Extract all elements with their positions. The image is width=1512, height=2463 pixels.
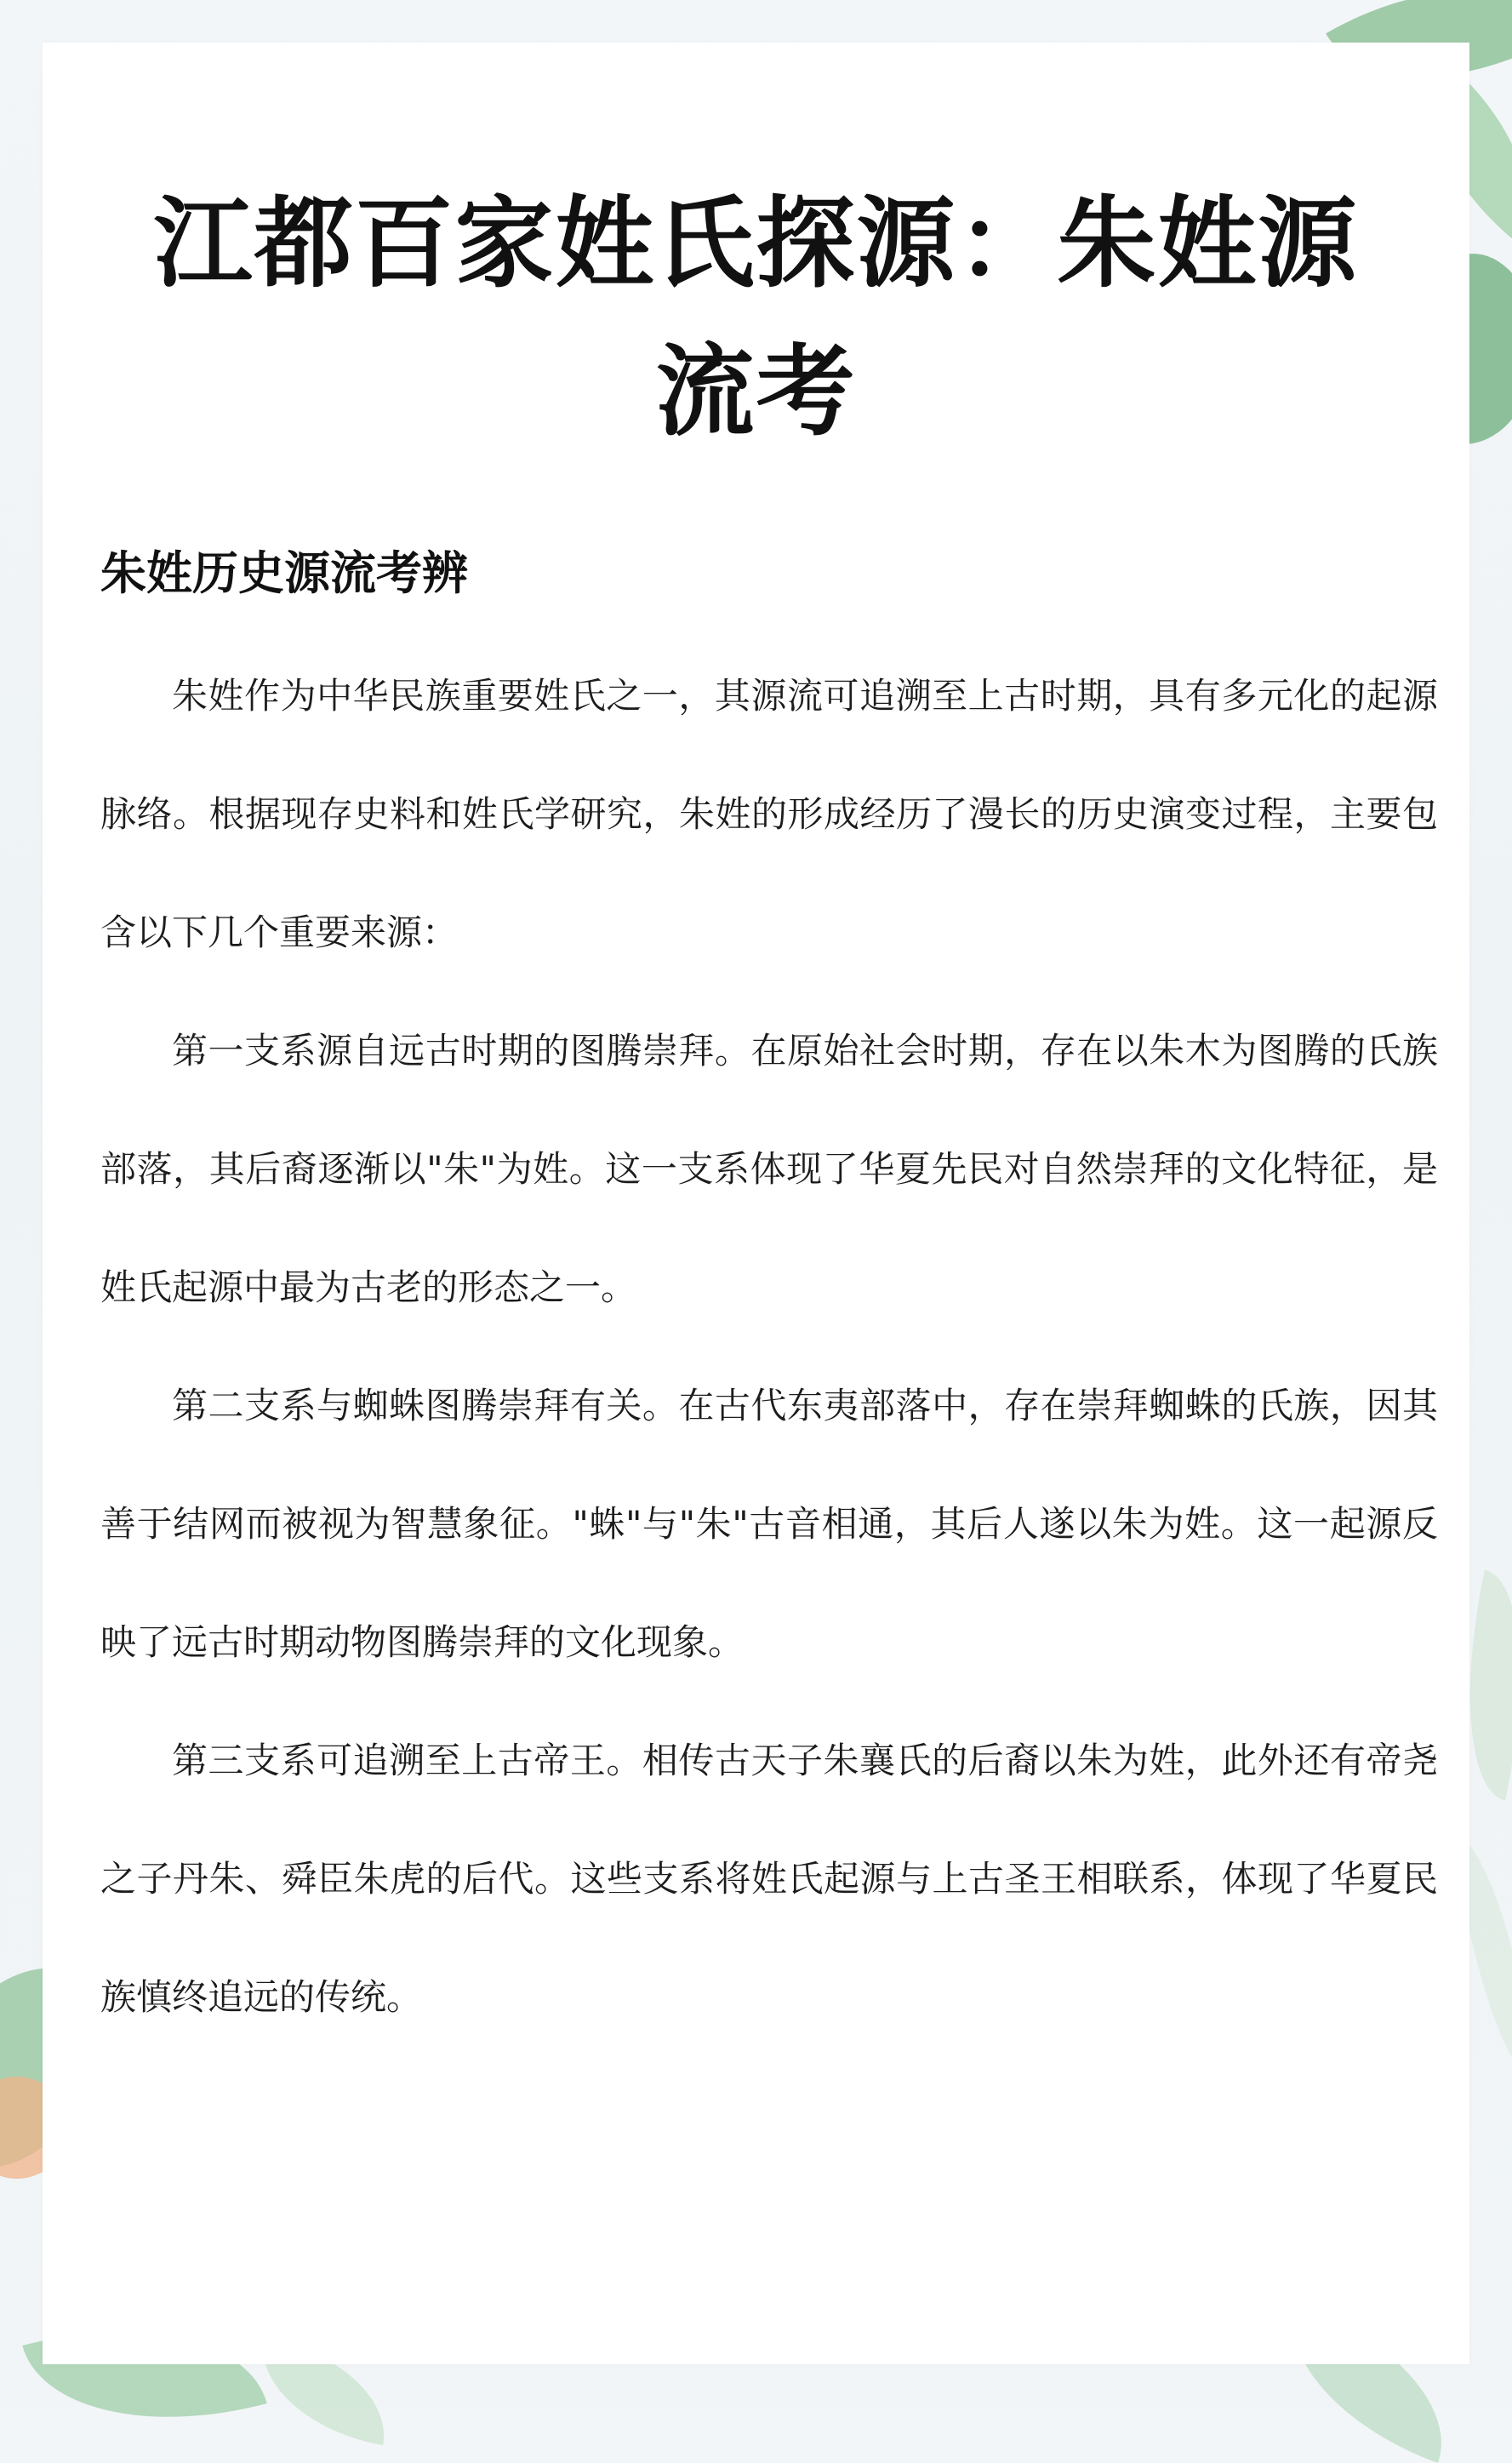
article-body (100, 637, 1438, 2056)
page-title: 江都百家姓氏探源：朱姓源流考 (153, 186, 1359, 449)
paragraph: 第二支系与蜘蛛图腾崇拜有关。在古代东夷部落中，存在崇拜蜘蛛的氏族，因其善于结网而被视为智慧象征。"蛛"与"朱"古音相通，其后人遂以朱为姓。这一起源反映了远古时期动物图腾崇拜的文化现象。 (100, 1385, 1438, 1663)
article-card (43, 43, 1469, 2364)
paragraph: 第一支系源自远古时期的图腾崇拜。在原始社会时期，存在以朱木为图腾的氏族部落，其后裔逐渐以"朱"为姓。这一支系体现了华夏先民对自然崇拜的文化特征，是姓氏起源中最为古老的形态之一。 (100, 1030, 1438, 1308)
paragraph: 第三支系可追溯至上古帝王。相传古天子朱襄氏的后裔以朱为姓，此外还有帝尧之子丹朱、舜臣朱虎的后代。这些支系将姓氏起源与上古圣王相联系，体现了华夏民族慎终追远的传统。 (100, 1740, 1438, 2018)
paragraph: 朱姓作为中华民族重要姓氏之一，其源流可追溯至上古时期，具有多元化的起源脉络。根据现存史料和姓氏学研究，朱姓的形成经历了漫长的历史演变过程，主要包含以下几个重要来源： (100, 675, 1438, 953)
section-heading: 朱姓历史源流考辨 (100, 546, 468, 600)
